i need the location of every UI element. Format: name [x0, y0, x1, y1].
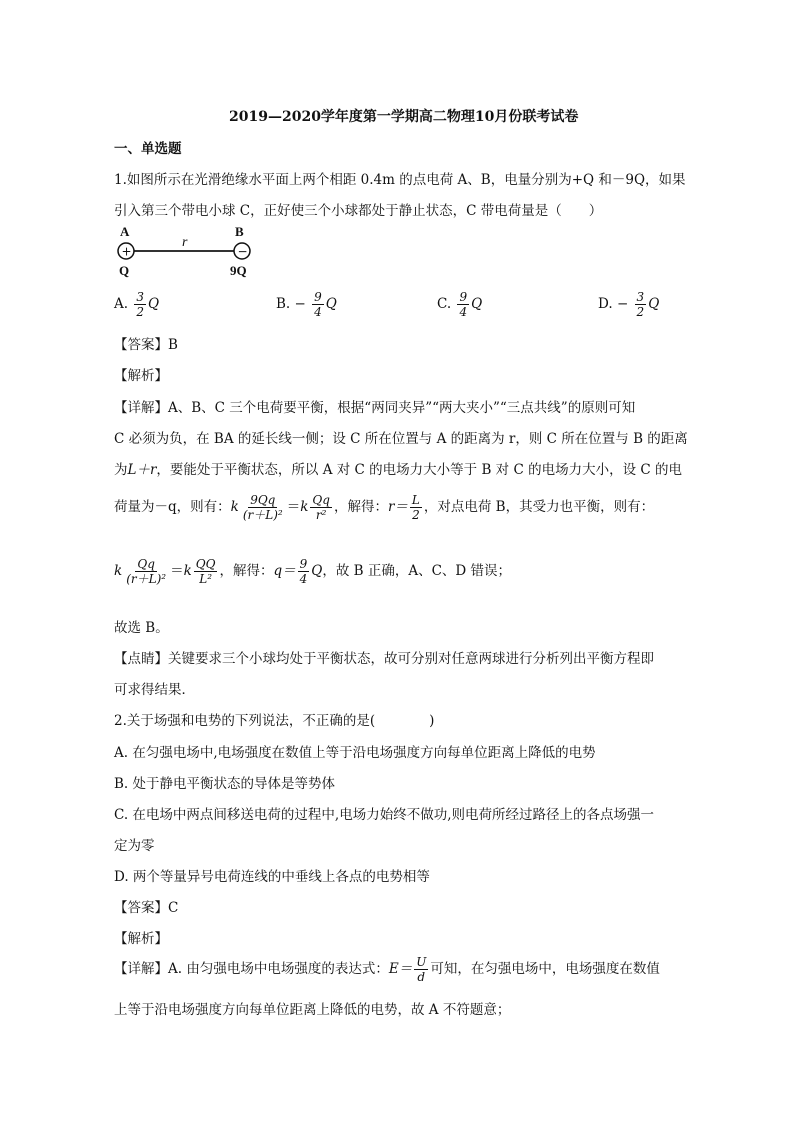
equation-fraction: $\frac{U}{d}$: [416, 955, 427, 984]
q2-stem: 2.关于场强和电势的下列说法，不正确的是( ): [114, 713, 435, 729]
option-label: C.: [437, 296, 452, 312]
option-fraction: $\frac{9}{4}$: [314, 290, 322, 319]
equation-fraction: $\frac{9Qq}{\text{(r＋L)²}}$: [242, 493, 283, 522]
figure-label-b: B: [235, 224, 244, 239]
doc-title: 2019—2020学年度第一学期高二物理10月份联考试卷: [229, 109, 579, 125]
q1-note-line2: 可求得结果．: [114, 682, 195, 698]
figure-label-a: A: [120, 224, 130, 239]
equation-fraction: $\frac{L}{2}$: [411, 493, 420, 522]
option-var: Q: [325, 296, 337, 312]
q1-analysis-heading: 【解析】: [114, 368, 168, 384]
equation-fraction: $\frac{9}{4}$: [299, 557, 308, 586]
q2-detail-line2: 上等于沿电场强度方向每单位距离上降低的电势，故 A 不符题意；: [114, 1002, 511, 1018]
option-fraction: $\frac{3}{2}$: [636, 290, 645, 319]
q1-option-a: [114, 290, 159, 319]
q1-charge-figure: [112, 224, 262, 280]
figure-distance-r: r: [182, 235, 188, 250]
equation-fraction: $\frac{QQ}{\text{L²}}$: [195, 557, 216, 586]
equation-fraction: $\frac{Qq}{\text{(r＋L)²}}$: [126, 557, 167, 586]
q2-option-d: D. 两个等量异号电荷连线的中垂线上各点的电势相等: [114, 869, 430, 885]
q2-option-b: B. 处于静电平衡状态的导体是等势体: [114, 776, 336, 792]
option-var: Q: [147, 296, 160, 312]
figure-charge-b: 9Q: [230, 263, 247, 278]
option-label: B.: [276, 296, 291, 312]
q1-option-c: [437, 290, 482, 319]
q2-option-a: A. 在匀强电场中,电场强度在数值上等于沿电场强度方向每单位距离上降低的电势: [114, 745, 596, 761]
q1-option-b: [276, 290, 337, 319]
q1-stem-line2: 引入第三个带电小球 C，正好使三个小球都处于静止状态，C 带电荷量是（ ）: [114, 203, 603, 219]
option-fraction: $\frac{3}{2}$: [136, 290, 144, 319]
option-var: Q: [471, 296, 483, 312]
option-sign: −: [616, 296, 629, 312]
equation-fraction: $\frac{Qq}{\text{r²}}$: [312, 493, 330, 522]
option-fraction: $\frac{9}{4}$: [459, 290, 468, 319]
section-heading: 一、单选题: [114, 141, 182, 157]
q1-equation-line1: 荷量为－q，则有：k $\frac{9Qq}{\text{(r＋L)²}}$ ＝k $\frac{Qq}{\text{r²}}$ ，解得：r＝ $\frac{L}{2}$ ，对点电荷 B，其受力也平衡，则有：: [114, 493, 655, 522]
q1-stem-line1: 1.如图所示在光滑绝缘水平面上两个相距 0.4m 的点电荷 A、B，电量分别为+Q 和－9Q，如果: [114, 172, 686, 188]
q2-detail-line1: 【详解】A. 由匀强电场中电场强度的表达式：E＝ $\frac{U}{d}$ 可知，在匀强电场中，电场强度在数值: [114, 955, 660, 984]
q1-detail-line3: 为L＋r，要能处于平衡状态，所以 A 对 C 的电场力大小等于 B 对 C 的电场力大小，设 C 的电: [114, 462, 682, 478]
charge-b-sign: −: [237, 244, 248, 259]
q2-option-c-line1: C. 在电场中两点间移送电荷的过程中,电场力始终不做功,则电荷所经过路径上的各点场强一: [114, 807, 655, 823]
option-label: D.: [598, 296, 613, 312]
q1-detail-line1: 【详解】A、B、C 三个电荷要平衡，根据“两同夹异”“两大夹小”“三点共线”的原则可知: [114, 400, 636, 416]
q2-option-c-line2: 定为零: [114, 838, 155, 854]
q1-answer: 【答案】B: [114, 337, 178, 353]
q1-detail-line2: C 必须为负，在 BA 的延长线一侧；设 C 所在位置与 A 的距离为 r，则 C 所在位置与 B 的距离: [114, 431, 688, 447]
q1-option-d: [598, 290, 659, 319]
option-label: A.: [114, 296, 129, 312]
q2-analysis-heading: 【解析】: [114, 931, 168, 947]
q2-answer: 【答案】C: [114, 900, 179, 916]
q1-conclusion: 故选 B。: [114, 620, 169, 636]
q1-equation-line2: k $\frac{Qq}{\text{(r＋L)²}}$ ＝k $\frac{QQ}{\text{L²}}$ ，解得：q＝ $\frac{9}{4}$ Q，故 B 正确，A、C、D 错误；: [114, 557, 512, 586]
charge-a-sign: +: [121, 244, 132, 259]
option-sign: −: [294, 296, 306, 312]
option-var: Q: [648, 296, 660, 312]
figure-charge-a: Q: [119, 263, 130, 278]
q1-note-line1: 【点睛】关键要求三个小球均处于平衡状态，故可分别对任意两球进行分析列出平衡方程即: [114, 651, 654, 667]
expr-l-plus-r: L＋r: [127, 462, 157, 478]
